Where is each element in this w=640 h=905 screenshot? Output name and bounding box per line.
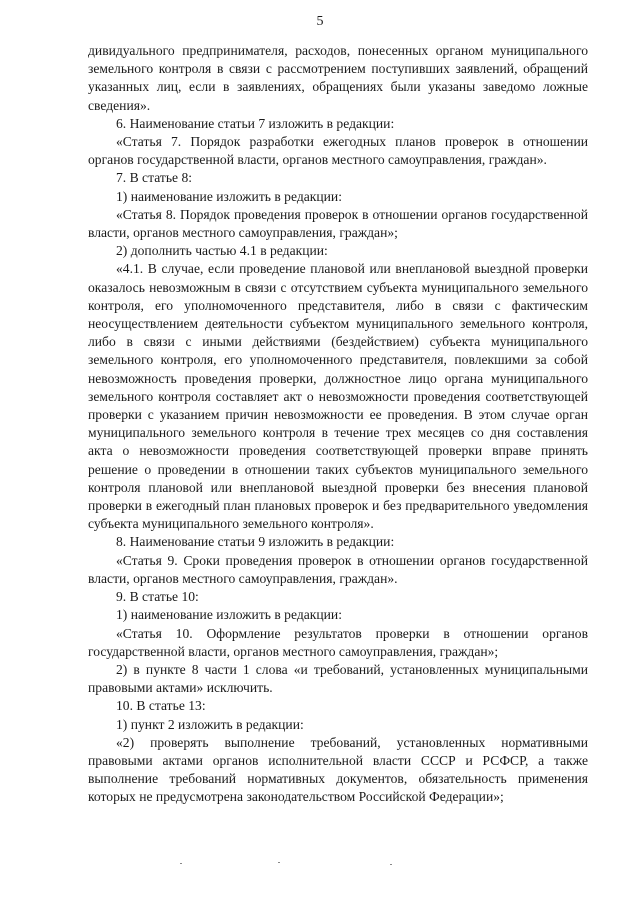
paragraph-continuation: дивидуального предпринимателя, расходов, понесенных органом муниципального земельного контроля в связи с рассмотрением поступивших заявлений, обращений указанных лиц, если в заявлениях, обращениях были указаны заведомо ложные сведения». [88,43,588,113]
page-number: 5 [316,14,324,29]
paragraph-item-9-1: 1) наименование изложить в редакции: [116,607,342,623]
paragraph-part-4-1: «4.1. В случае, если проведение плановой или внеплановой выездной проверки оказалось невозможным в связи с отсутствием субъекта муниципального земельного контроля, его уполномоченного представителя, либо в связи с фактическим неосуществлением деятельности субъектом муниципального земельного контроля, либо в связи с иными действиями (бездействием) субъекта муниципального земельного контроля, его уполномоченного представителя, повлекшими за собой невозможность проведения проверки, должностное лицо органа муниципального земельного контроля составляет акт о невозможности проведения соответствующей проверки с указанием причин невозможности ее проведения. В этом случае орган муниципального земельного контроля в течение трех месяцев со дня составления акта о невозможности проведения соответствующей проверки вправе принять решение о проведении в отношении таких субъектов муниципального земельного контроля плановой или внеплановой выездной проверки без внесения плановой проверки в ежегодный план плановых проверок и без предварительного уведомления субъекта муниципального земельного контроля». [88,261,588,532]
paragraph-item-7-2: 2) дополнить частью 4.1 в редакции: [116,243,328,259]
paragraph-item-9-2: 2) в пункте 8 части 1 слова «и требований, установленных муниципальными правовыми актами» исключить. [88,661,588,696]
scan-specks [150,862,490,866]
paragraph-clause-2: «2) проверять выполнение требований, установленных нормативными правовыми актами органов исполнительной власти СССР и РСФСР, а также выполнение требований нормативных документов, обязательность применения которых не предусмотрена законодательством Российской Федерации»; [88,734,588,805]
paragraph-item-9: 9. В статье 10: [116,589,199,605]
paragraph-item-10: 10. В статье 13: [116,698,206,714]
paragraph-article-8-title: «Статья 8. Порядок проведения проверок в отношении органов государственной власти, органов местного самоуправления, граждан»; [88,206,588,241]
paragraph-item-7: 7. В статье 8: [116,170,193,186]
paragraph-item-7-1: 1) наименование изложить в редакции: [116,188,342,204]
document-body [88,42,588,807]
scan-speck [180,863,182,864]
scan-speck [390,864,392,865]
paragraph-article-7-title: «Статья 7. Порядок разработки ежегодных планов проверок в отношении органов государственной власти, органов местного самоуправления, граждан». [88,134,588,168]
paragraph-article-10-title: «Статья 10. Оформление результатов проверки в отношении органов государственной власти, органов местного самоуправления, граждан»; [88,625,588,659]
scan-speck [278,862,280,863]
paragraph-article-9-title: «Статья 9. Сроки проведения проверок в отношении органов государственной власти, органов местного самоуправления, граждан». [88,552,588,586]
paragraph-item-8: 8. Наименование статьи 9 изложить в редакции: [116,534,395,550]
paragraph-item-10-1: 1) пункт 2 изложить в редакции: [116,716,304,732]
paragraph-item-6: 6. Наименование статьи 7 изложить в редакции: [116,115,395,131]
